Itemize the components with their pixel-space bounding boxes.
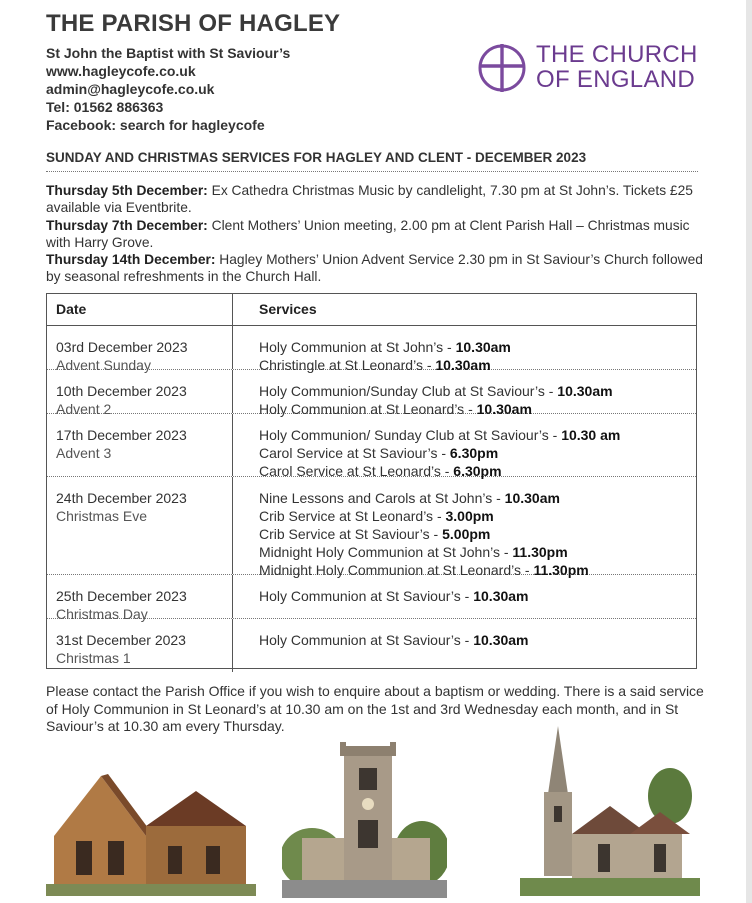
- liturgical-day: Advent 3: [56, 445, 112, 461]
- event-text: Ex Cathedra Christmas Music by candlelight, 7.30 pm at St John’s. Tickets £25 available via Eventbrite.: [46, 183, 693, 216]
- table-row: [47, 619, 696, 672]
- liturgical-day: Christmas 1: [56, 650, 131, 666]
- email-link[interactable]: admin@hagleycofe.co.uk: [46, 81, 215, 97]
- services-cell: [233, 414, 696, 479]
- event-item: [46, 217, 706, 252]
- st-johns-church-tower-image: [282, 738, 447, 898]
- church-of-england-wordmark: THE CHURCH OF ENGLAND: [536, 41, 698, 93]
- date-cell: 24th December 2023 Christmas Eve: [47, 477, 233, 574]
- event-date: Thursday 14th December:: [46, 252, 216, 268]
- event-text: Clent Mothers’ Union meeting, 2.00 pm at Clent Parish Hall – Christmas music with Harry Grove.: [46, 217, 690, 250]
- services-cell: [233, 477, 696, 578]
- parish-name: St John the Baptist with St Saviour’s: [46, 45, 291, 61]
- page-title: THE PARISH OF HAGLEY: [46, 10, 341, 37]
- date-cell: 25th December 2023 Christmas Day: [47, 575, 233, 618]
- services-column-header: Services: [259, 301, 317, 317]
- church-of-england-cross-icon: [476, 42, 528, 94]
- services-table: [46, 293, 697, 669]
- service-item: Holy Communion/ Sunday Club at St Saviour’s - 10.30 am: [259, 427, 621, 443]
- website-link[interactable]: www.hagleycofe.co.uk: [46, 63, 196, 79]
- services-cell: [233, 326, 696, 373]
- date-cell: 10th December 2023 Advent 2: [47, 370, 233, 413]
- table-row: [47, 326, 696, 373]
- event-date: Thursday 7th December:: [46, 217, 208, 233]
- footer-paragraph: Please contact the Parish Office if you wish to enquire about a baptism or wedding. There is a said service of Holy Communion in St Leonard’s at 10.30 am on the 1st and 3rd Wednesday each month, and in St Saviour’s at 10.30 am every Thursday.: [46, 683, 704, 734]
- table-row: [47, 477, 696, 578]
- section-heading: SUNDAY AND CHRISTMAS SERVICES FOR HAGLEY AND CLENT - DECEMBER 2023: [46, 150, 698, 172]
- event-text: Hagley Mothers’ Union Advent Service 2.30 pm in St Saviour’s Church followed by seasonal refreshments in the Church Hall.: [46, 252, 703, 285]
- facebook-info: Facebook: search for hagleycofe: [46, 117, 265, 133]
- service-item: Nine Lessons and Carols at St John’s - 10.30am: [259, 490, 560, 506]
- service-item: Crib Service at St Saviour’s - 5.00pm: [259, 526, 491, 542]
- telephone: Tel: 01562 886363: [46, 99, 164, 115]
- liturgical-day: Advent Sunday: [56, 357, 151, 373]
- contact-block: [46, 44, 290, 134]
- table-row: [47, 414, 696, 477]
- church-of-england-logo: [476, 42, 716, 98]
- service-item: Holy Communion at St Leonard’s - 10.30am: [259, 401, 532, 417]
- services-cell: [233, 619, 696, 672]
- service-item: Midnight Holy Communion at St John’s - 11.30pm: [259, 544, 568, 560]
- service-item: Holy Communion at St John’s - 10.30am: [259, 339, 511, 355]
- events-list: [46, 182, 706, 286]
- date-cell: 17th December 2023 Advent 3: [47, 414, 233, 476]
- event-item: [46, 251, 706, 286]
- date-column-header: Date: [47, 294, 233, 325]
- service-item: Holy Communion at St Saviour’s - 10.30am: [259, 632, 529, 648]
- services-cell: [233, 575, 696, 618]
- liturgical-day: Christmas Eve: [56, 508, 148, 524]
- service-item: Holy Communion at St Saviour’s - 10.30am: [259, 588, 529, 604]
- service-item: Carol Service at St Saviour’s - 6.30pm: [259, 445, 499, 461]
- event-item: [46, 182, 706, 217]
- services-cell: [233, 370, 696, 417]
- table-row: [47, 370, 696, 417]
- date-cell: 31st December 2023 Christmas 1: [47, 619, 233, 672]
- liturgical-day: Advent 2: [56, 401, 112, 417]
- table-header: [47, 294, 696, 326]
- table-row: [47, 575, 696, 622]
- liturgical-day: Christmas Day: [56, 606, 148, 622]
- service-item: Midnight Holy Communion at St Leonard’s - 11.30pm: [259, 562, 589, 578]
- date-cell: 03rd December 2023 Advent Sunday: [47, 326, 233, 369]
- st-leonards-church-spire-image: [520, 726, 700, 896]
- service-item: Holy Communion/Sunday Club at St Saviour’s - 10.30am: [259, 383, 613, 399]
- service-item: Christingle at St Leonard’s - 10.30am: [259, 357, 491, 373]
- service-item: Crib Service at St Leonard’s - 3.00pm: [259, 508, 494, 524]
- st-saviours-church-image: [46, 746, 256, 896]
- event-date: Thursday 5th December:: [46, 183, 208, 198]
- page-edge: [746, 0, 752, 903]
- service-item: Carol Service at St Leonard’s - 6.30pm: [259, 463, 502, 479]
